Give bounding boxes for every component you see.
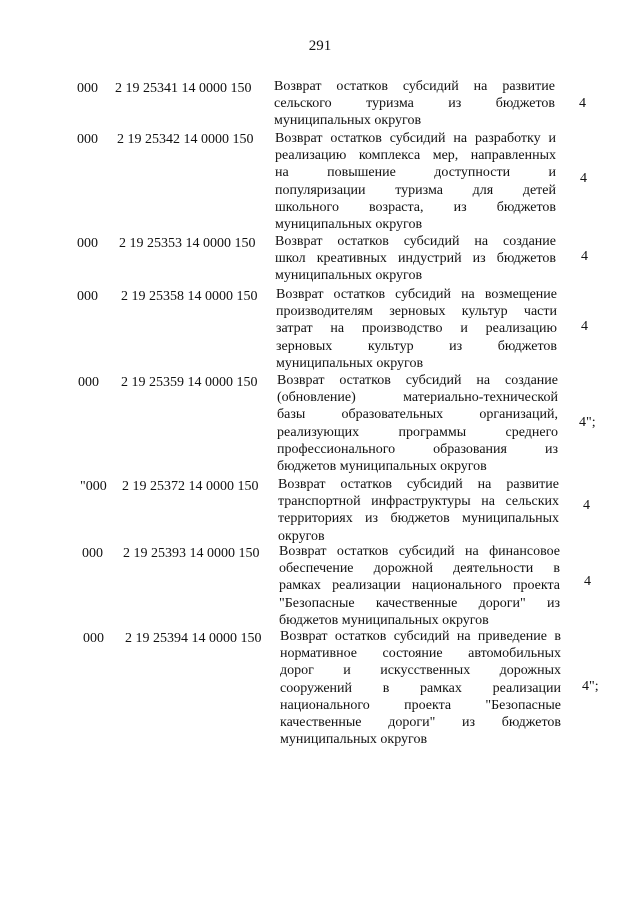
- admin-code: 000: [77, 289, 98, 304]
- description-line: округов: [278, 528, 325, 544]
- description-line: Возврат остатков субсидий на финансовое: [279, 544, 560, 559]
- description: [278, 476, 559, 545]
- description-line: муниципальных округов: [280, 732, 428, 748]
- description-line: муниципальных округов: [276, 355, 424, 371]
- description: [276, 286, 557, 372]
- description: [275, 233, 556, 285]
- budget-code: 2 19 25394 14 0000 150: [125, 631, 262, 646]
- budget-code: 2 19 25342 14 0000 150: [117, 132, 254, 147]
- value: 4";: [579, 415, 596, 430]
- description-line: транспортной инфраструктуры на сельских: [278, 494, 559, 510]
- admin-code: 000: [83, 631, 104, 646]
- value: 4: [580, 171, 587, 186]
- description-line: зерновых культур из бюджетов: [276, 338, 557, 354]
- description-line: Возврат остатков субсидий на развитие: [274, 79, 555, 94]
- description-line: Возврат остатков субсидий на разработку и: [275, 131, 556, 146]
- admin-code: 000: [77, 132, 98, 147]
- description-line: реализующих программы среднего: [277, 424, 558, 440]
- description-line: базы образовательных организаций,: [277, 407, 558, 423]
- description-line: школ креативных индустрий из бюджетов: [275, 251, 556, 267]
- description-line: производителям зерновых культур части: [276, 304, 557, 320]
- description-line: нормативное состояние автомобильных: [280, 646, 561, 662]
- description-line: национального проекта "Безопасные: [280, 697, 561, 713]
- description-line: "Безопасные качественные дороги" из: [279, 595, 560, 611]
- description-line: Возврат остатков субсидий на приведение в: [280, 629, 561, 644]
- value: 4: [584, 574, 591, 589]
- description-line: бюджетов муниципальных округов: [277, 458, 487, 474]
- page-number: 291: [308, 38, 332, 54]
- description-line: дорог и искусственных дорожных: [280, 663, 561, 679]
- description-line: территориях из бюджетов муниципальных: [278, 511, 559, 527]
- admin-code: 000: [78, 375, 99, 390]
- budget-code: 2 19 25372 14 0000 150: [122, 479, 259, 494]
- description-line: рамках реализации национального проекта: [279, 578, 560, 594]
- description-line: на повышение доступности и: [275, 165, 556, 181]
- description-line: популяризации туризма для детей: [275, 182, 556, 198]
- description: [275, 130, 556, 233]
- budget-code: 2 19 25358 14 0000 150: [121, 289, 258, 304]
- description-line: бюджетов муниципальных округов: [279, 612, 489, 628]
- description-line: сооружений в рамках реализации: [280, 680, 561, 696]
- description-line: Возврат остатков субсидий на создание: [275, 234, 556, 249]
- description-line: реализацию комплекса мер, направленных: [275, 148, 556, 164]
- description-line: обеспечение дорожной деятельности в: [279, 561, 560, 577]
- description-line: муниципальных округов: [274, 113, 422, 129]
- admin-code: 000: [77, 236, 98, 251]
- budget-code: 2 19 25359 14 0000 150: [121, 375, 258, 390]
- admin-code: "000: [80, 479, 107, 494]
- admin-code: 000: [82, 546, 103, 561]
- description-line: муниципальных округов: [275, 216, 423, 232]
- description-line: сельского туризма из бюджетов: [274, 96, 555, 112]
- budget-code: 2 19 25393 14 0000 150: [123, 546, 260, 561]
- value: 4: [581, 319, 588, 334]
- description-line: школьного возраста, из бюджетов: [275, 199, 556, 215]
- value: 4: [581, 249, 588, 264]
- description-line: профессионального образования из: [277, 441, 558, 457]
- budget-code: 2 19 25341 14 0000 150: [115, 81, 252, 96]
- description-line: затрат на производство и реализацию: [276, 321, 557, 337]
- budget-code: 2 19 25353 14 0000 150: [119, 236, 256, 251]
- value: 4: [583, 498, 590, 513]
- admin-code: 000: [77, 81, 98, 96]
- description-line: (обновление) материально-технической: [277, 390, 558, 406]
- description: [280, 628, 561, 748]
- value: 4: [579, 96, 586, 111]
- description-line: качественные дороги" из бюджетов: [280, 714, 561, 730]
- description: [277, 372, 558, 475]
- value: 4";: [582, 679, 599, 694]
- description-line: муниципальных округов: [275, 268, 423, 284]
- description: [274, 78, 555, 130]
- description-line: Возврат остатков субсидий на возмещение: [276, 287, 557, 302]
- description-line: Возврат остатков субсидий на развитие: [278, 477, 559, 492]
- description: [279, 543, 560, 629]
- description-line: Возврат остатков субсидий на создание: [277, 373, 558, 388]
